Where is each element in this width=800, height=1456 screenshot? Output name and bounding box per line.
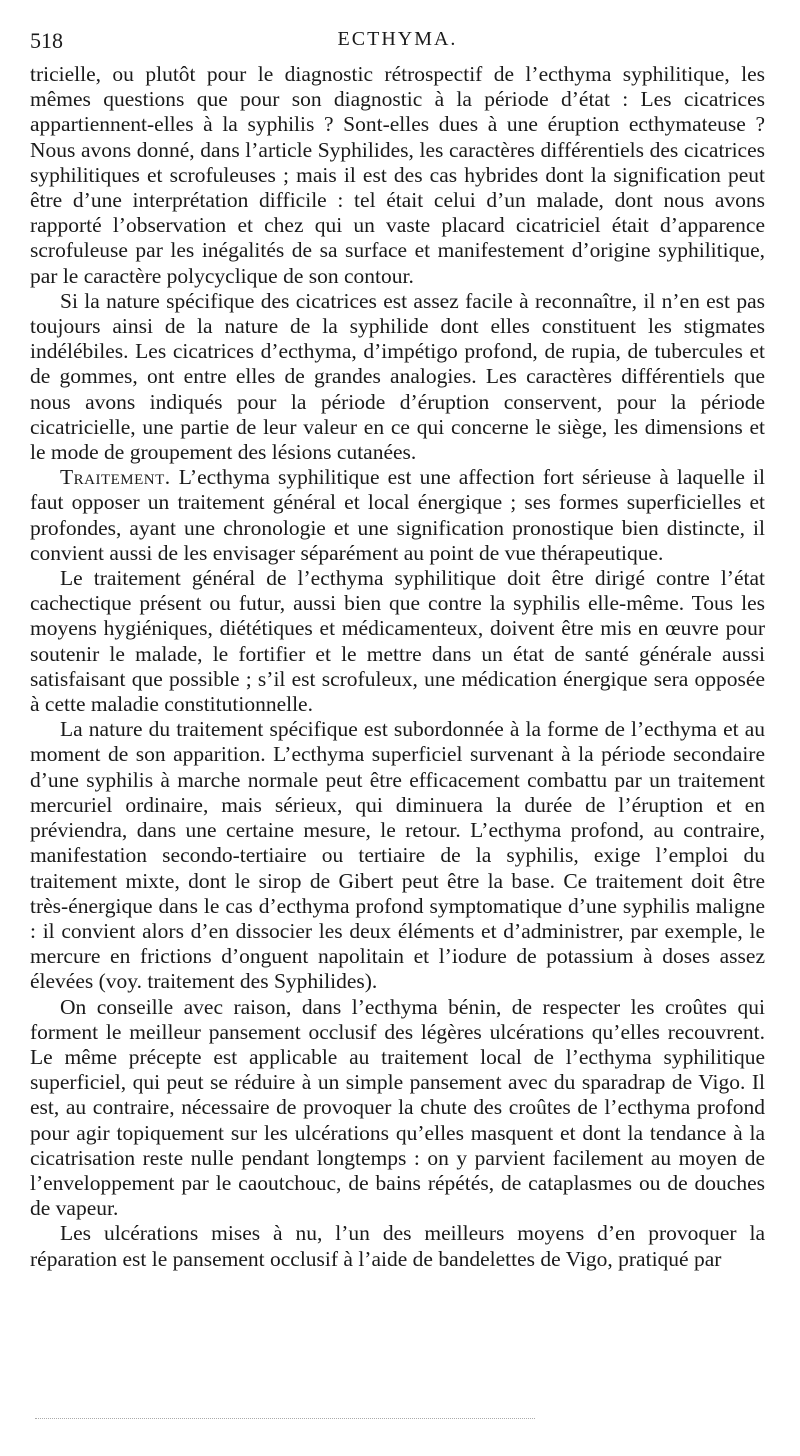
- body-text: [30, 62, 765, 1272]
- paragraph-ulcerations: Les ulcérations mises à nu, l’un des meilleurs moyens d’en provoquer la réparation est le pansement occlusif à l’aide de bandelettes de Vigo, pratiqué par: [30, 1221, 765, 1271]
- paragraph-traitement-local: On conseille avec raison, dans l’ecthyma bénin, de respecter les croûtes qui forment le meilleur pansement occlusif des légères ulcérations qu’elles recouvrent. Le même précepte est applicable au traitement local de l’ecthyma syphilitique superficiel, qui peut se réduire à un simple pansement avec du sparadrap de Vigo. Il est, au contraire, nécessaire de provoquer la chute des croûtes de l’ecthyma profond pour agir topiquement sur les ulcérations qu’elles masquent et dont la tendance à la cicatrisation reste nulle pendant longtemps : on y parvient facilement au moyen de l’enveloppement par le caoutchouc, de bains répétés, de cataplasmes ou de douches de vapeur.: [30, 994, 765, 1221]
- running-title: ECTHYMA.: [337, 28, 458, 50]
- paragraph-traitement-text: L’ecthyma syphilitique est une affection fort sérieuse à laquelle il faut opposer un traitement général et local énergique ; ses formes superficielles et profondes, ayant une chronologie et une signification pronostique bien distincte, il convient aussi de les envisager séparément au point de vue thérapeutique.: [30, 465, 765, 565]
- section-heading-traitement: Traitement.: [60, 465, 171, 490]
- paragraph-traitement: [30, 465, 765, 566]
- footer-dotted-rule: [35, 1418, 535, 1419]
- paragraph-cicatrices: tricielle, ou plutôt pour le diagnostic rétrospectif de l’ecthyma syphilitique, les mêmes questions que pour son diagnostic à la période d’état : Les cicatrices appartiennent-elles à la syphilis ? Sont-elles dues à une éruption ecthymateuse ? Nous avons donné, dans l’article Syphilides, les caractères différentiels des cicatrices syphilitiques et scrofuleuses ; mais il est des cas hybrides dont la signification peut être d’une interprétation difficile : tel était celui d’un malade, dont nous avons rapporté l’observation et chez qui un vaste placard cicatriciel était d’apparence scrofuleuse par les inégalités de sa surface et manifestement d’origine syphilitique, par le caractère polycyclique de son contour.: [30, 62, 765, 288]
- paragraph-nature-specifique: Si la nature spécifique des cicatrices est assez facile à reconnaître, il n’en est pas toujours ainsi de la nature de la syphilide dont elles constituent les stigmates indélébiles. Les cicatrices d’ecthyma, d’impétigo profond, de rupia, de tubercules et de gommes, ont entre elles de grandes analogies. Les caractères différentiels que nous avons indiqués pour la période d’éruption conservent, pour la période cicatricielle, une partie de leur valeur en ce qui concerne le siège, les dimensions et le mode de groupement des lésions cutanées.: [30, 288, 765, 465]
- paragraph-traitement-specifique: La nature du traitement spécifique est subordonnée à la forme de l’ecthyma et au moment de son apparition. L’ecthyma superficiel survenant à la période secondaire d’une syphilis à marche normale peut être efficacement combattu par un traitement mercuriel ordinaire, mais sérieux, qui diminuera la durée de l’éruption et en préviendra, dans une certaine mesure, le retour. L’ecthyma profond, au contraire, manifestation secondo-tertiaire ou tertiaire de la syphilis, exige l’emploi du traitement mixte, dont le sirop de Gibert peut être la base. Ce traitement doit être très-énergique dans le cas d’ecthyma profond symptomatique d’une syphilis maligne : il convient alors d’en dissocier les deux éléments et d’administrer, par exemple, le mercure en frictions d’onguent napolitain et l’iodure de potassium à doses assez élevées (voy. traitement des Syphilides).: [30, 717, 765, 994]
- paragraph-traitement-general: Le traitement général de l’ecthyma syphilitique doit être dirigé contre l’état cachectique présent ou futur, aussi bien que contre la syphilis elle-même. Tous les moyens hygiéniques, diététiques et médicamenteux, doivent être mis en œuvre pour soutenir le malade, le fortifier et le mettre dans un état de santé générale aussi satisfaisant que possible ; s’il est scrofuleux, une médication énergique sera opposée à cette maladie constitutionnelle.: [30, 566, 765, 717]
- page-header: [30, 22, 765, 62]
- page-number: 518: [30, 28, 63, 53]
- book-page: [30, 22, 765, 1272]
